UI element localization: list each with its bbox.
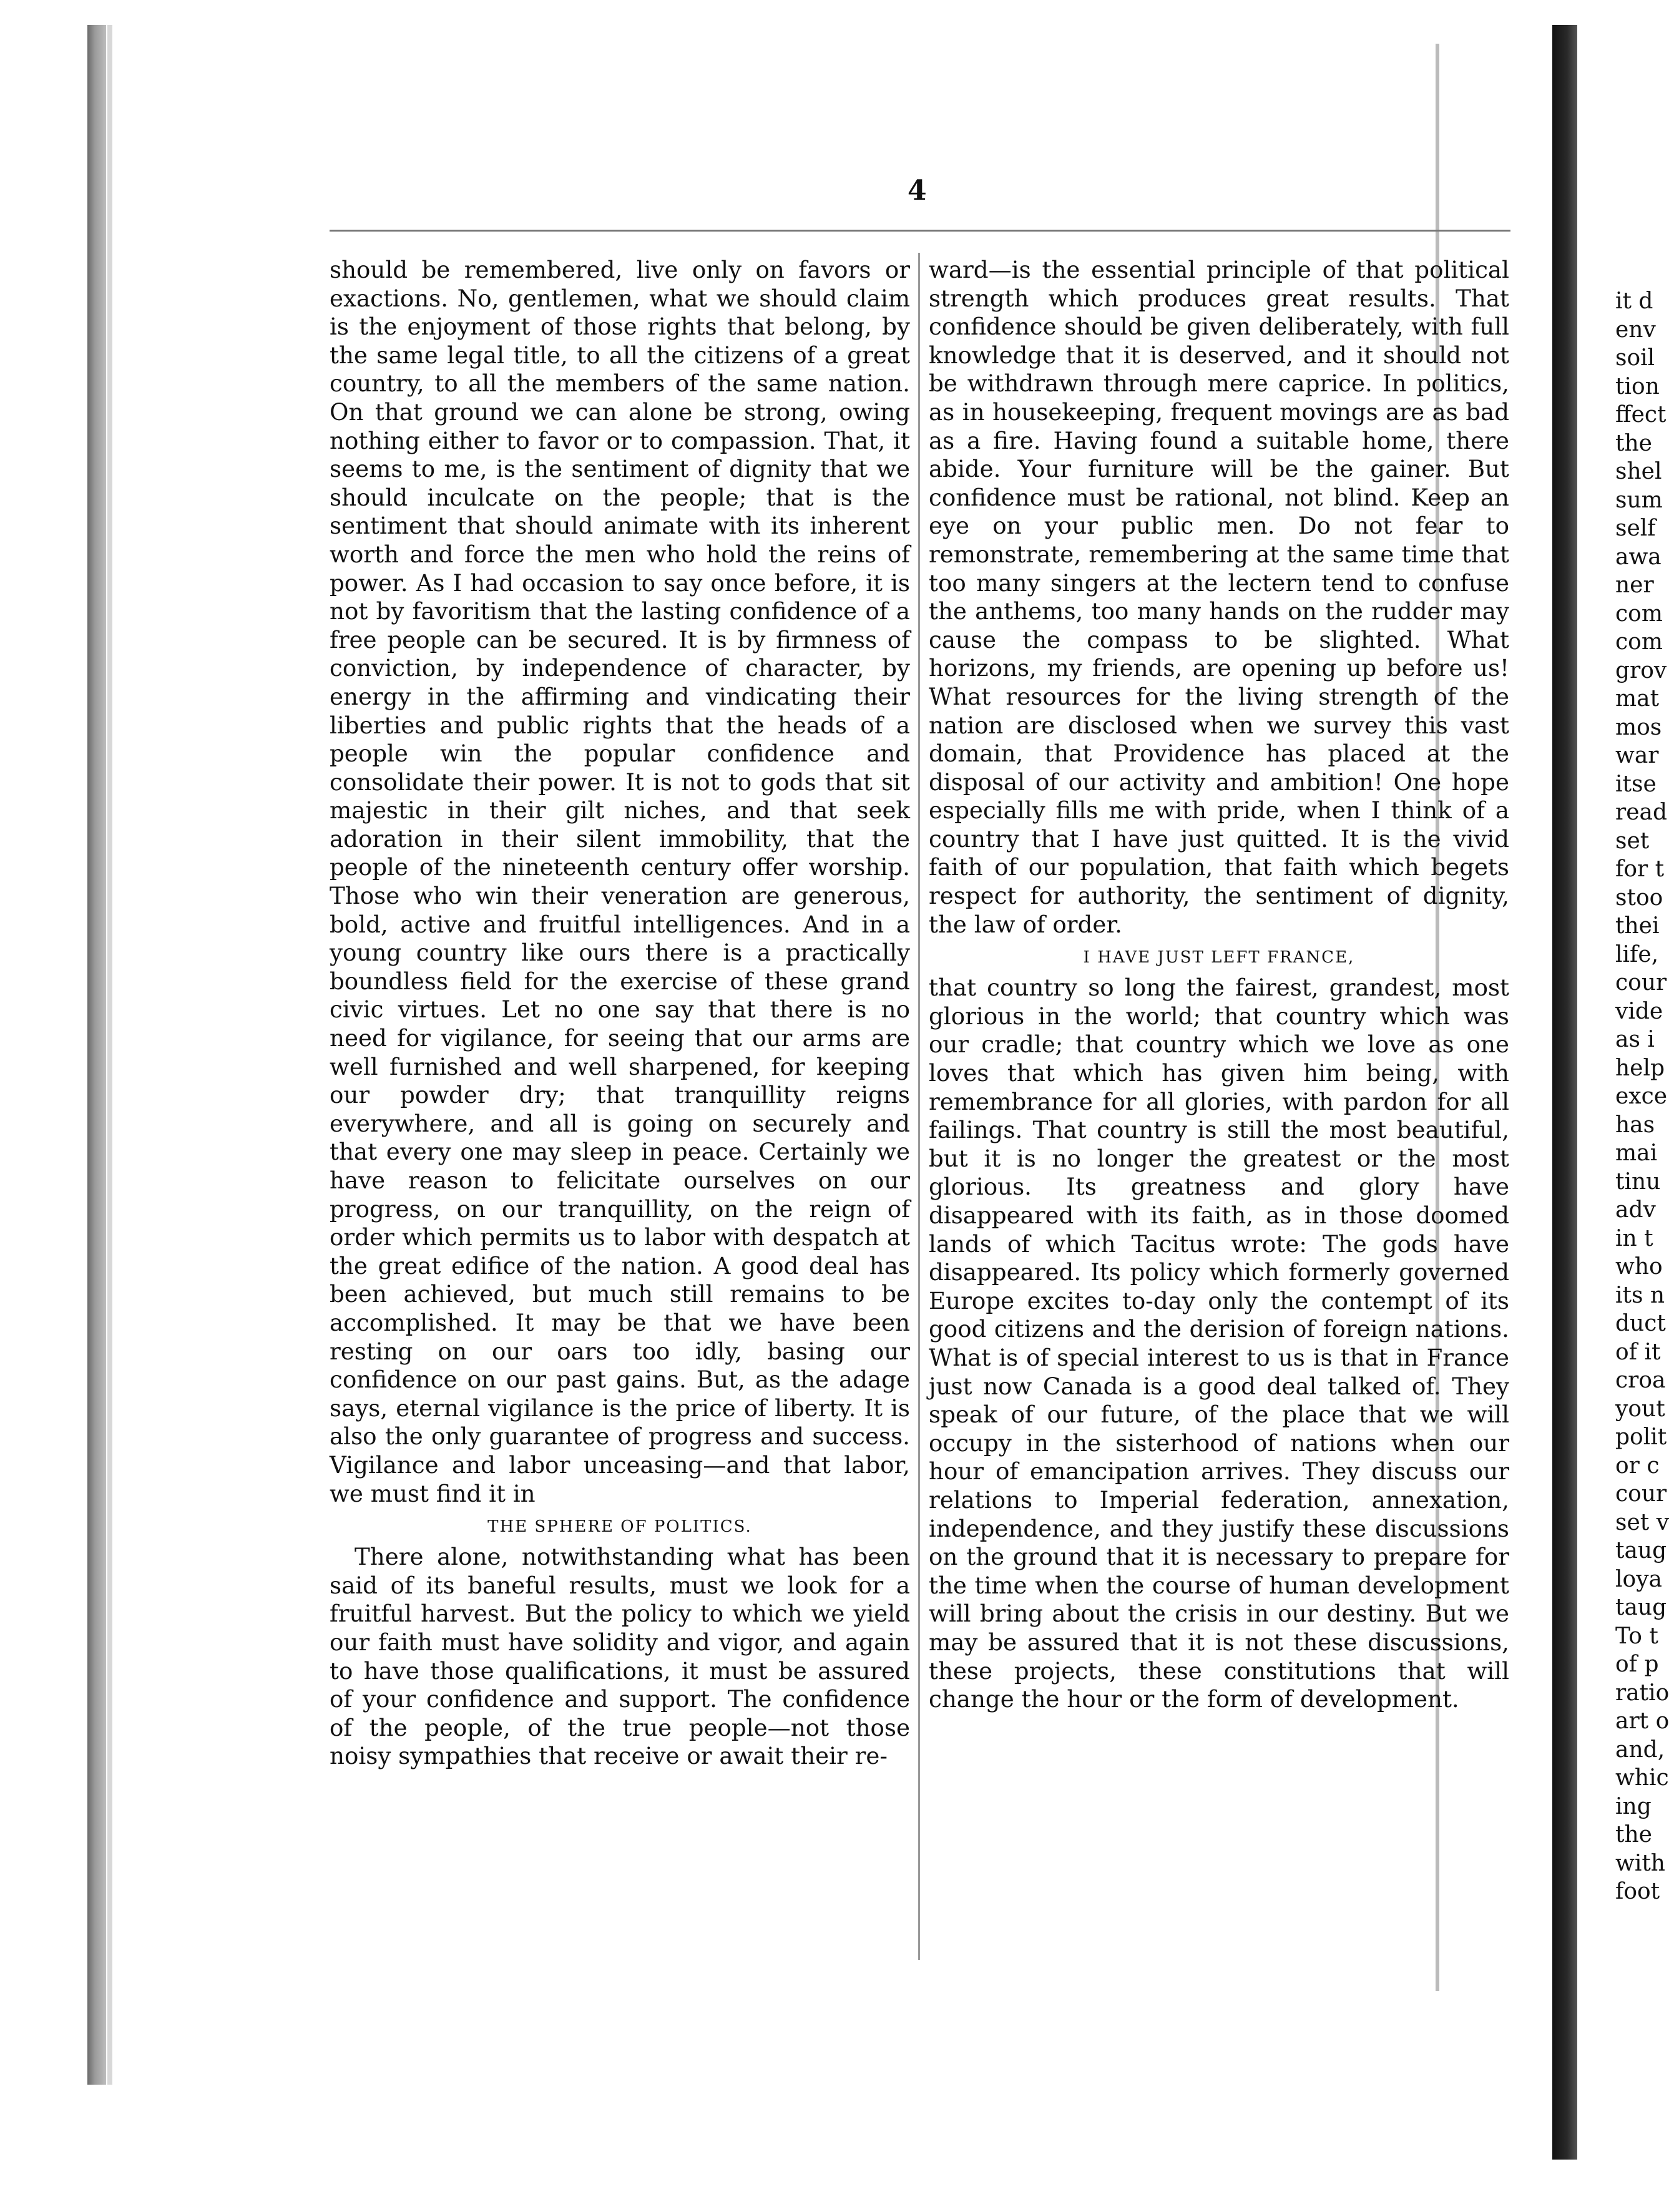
next-page-fragment-line: mai bbox=[1615, 1140, 1658, 1166]
next-page-fragment-line: in t bbox=[1615, 1225, 1653, 1251]
next-page-fragment-line: of p bbox=[1615, 1652, 1659, 1677]
next-page-fragment-line: ffect bbox=[1615, 402, 1667, 428]
next-page-fragments bbox=[1615, 287, 1669, 1906]
next-page-fragment-line: tinu bbox=[1615, 1168, 1661, 1195]
next-page-fragment-line: exce bbox=[1615, 1084, 1668, 1109]
column-divider bbox=[918, 253, 920, 1960]
next-page-fragment-line: life, bbox=[1615, 941, 1659, 967]
next-page-fragment-line: mat bbox=[1615, 686, 1660, 712]
next-page-fragment-line: vide bbox=[1615, 998, 1663, 1024]
next-page-fragment-line: tion bbox=[1615, 373, 1660, 399]
left-paragraph-1: should be remembered, live only on favors or exactions. No, gentlemen, what we should claim is the enjoyment of those rights that belong, by the same legal title, to all the citizens of a great country, to all the members of the same nation. On that ground we can alone be strong, owing nothing either to favor or to compassion. That, it seems to me, is the sentiment of dignity that we should inculcate on the people; that is the sentiment that should animate with its inherent worth and force the men who hold the reins of power. As I had occasion to say once before, it is not by favoritism that the lasting confidence of a free people can be secured. It is by firmness of conviction, by independence of character, by energy in the affirming and vindicating their liberties and public rights that the heads of a people win the popular confidence and consolidate their power. It is not to gods that sit majestic in their gilt niches, and that seek adoration in their silent immobility, that the people of the nineteenth century offer worship. Those who win their veneration are generous, bold, active and fruitful intelligences. And in a young country like ours there is a practically boundless field for the exercise of these grand civic virtues. Let no one say that there is no need for vigilance, for seeing that our arms are well furnished and well sharpened, for keeping our powder dry; that tranquillity reigns everywhere, and all is going on securely and that every one may sleep in peace. Certainly we have reason to felicitate ourselves on our progress, on our tranquillity, on the reign of order which permits us to labor with despatch at the great edifice of the nation. A good deal has been achieved, but much still remains to be accomplished. It may be that we have been resting on our oars too idly, basing our confidence on our past gains. But, as the adage says, eternal vigilance is the price of liberty. It is also the only guarantee of progress and success. Vigilance and labor unceasing—and that labor, we must find it in bbox=[330, 256, 910, 1507]
next-page-fragment-line: or c bbox=[1615, 1452, 1660, 1479]
next-page-fragment-line: who bbox=[1615, 1254, 1663, 1280]
right-subheading: I HAVE JUST LEFT FRANCE, bbox=[1083, 948, 1355, 967]
next-page-fragment-line: self bbox=[1615, 516, 1656, 541]
next-page-fragment-line: sum bbox=[1615, 487, 1663, 513]
next-page-fragment-line: com bbox=[1615, 629, 1663, 655]
next-page-fragment-line: the bbox=[1615, 1822, 1652, 1847]
next-page-fragment-line: set v bbox=[1615, 1509, 1669, 1535]
next-page-fragment-line: ner bbox=[1615, 572, 1654, 598]
next-page-fragment-line: polit bbox=[1615, 1424, 1667, 1450]
left-subheading: THE SPHERE OF POLITICS. bbox=[487, 1517, 752, 1537]
header-rule bbox=[330, 230, 1510, 232]
next-page-fragment-line: with bbox=[1615, 1850, 1665, 1876]
next-page-fragment-line: war bbox=[1615, 743, 1659, 768]
next-page-fragment-line: cour bbox=[1615, 1481, 1667, 1507]
next-page-fragment-line: awa bbox=[1615, 544, 1662, 570]
next-page-fragment-line: To t bbox=[1615, 1623, 1658, 1649]
next-page-fragment-line: itse bbox=[1615, 771, 1657, 797]
next-page-fragment-line: the bbox=[1615, 430, 1652, 456]
next-page-fragment-line: it d bbox=[1615, 288, 1653, 314]
right-binding-gutter bbox=[1552, 25, 1577, 2160]
right-paragraph-1: ward—is the essential principle of that political strength which produces great results. That confidence should be given deliberately, with full knowledge that it is deserved, and it should not be withdrawn through mere caprice. In politics, as in housekeeping, frequent movings are as bad as a fire. Having found a suitable home, there abide. Your furniture will be the gainer. But confidence must be rational, not blind. Keep an eye on your public men. Do not fear to remonstrate, remembering at the same time that too many singers at the lectern tend to confuse the anthems, too many hands on the rudder may cause the compass to be slighted. What horizons, my friends, are opening up before us! What resources for the living strength of the nation are disclosed when we survey this vast domain, that Providence has placed at the disposal of our activity and ambition! One hope especially fills me with pride, when I think of a country that I have just quitted. It is the vivid faith of our population, that faith which begets respect for authority, the sentiment of dignity, the law of order. bbox=[929, 256, 1509, 938]
next-page-fragment-line: croa bbox=[1615, 1368, 1666, 1393]
next-page-fragment-line: ing bbox=[1615, 1793, 1652, 1819]
left-paragraph-2: There alone, notwithstanding what has been said of its baneful results, must we look for a fruitful harvest. But the policy to which we yield our faith must have solidity and vigor, and again to have those qualifications, it must be assured of your confidence and support. The confidence of the people, of the true people—not those noisy sympathies that receive or await their re- bbox=[330, 1543, 910, 1770]
next-page-fragment-line: foot bbox=[1615, 1879, 1660, 1904]
next-page-fragment-line: whic bbox=[1615, 1765, 1669, 1791]
left-binding-edge bbox=[107, 25, 112, 2085]
next-page-fragment-line: read bbox=[1615, 800, 1668, 825]
next-page-fragment-line: stoo bbox=[1615, 884, 1663, 911]
next-page-fragment-line: taug bbox=[1615, 1538, 1667, 1564]
next-page-fragment-line: loya bbox=[1615, 1566, 1662, 1592]
left-binding-shadow bbox=[87, 25, 106, 2085]
next-page-fragment-line: set bbox=[1615, 828, 1650, 854]
next-page-fragment-line: mos bbox=[1615, 714, 1662, 740]
next-page-fragment-line: soil bbox=[1615, 345, 1655, 371]
right-paragraph-2: that country so long the fairest, grandest, most glorious in the world; that country which was our cradle; that country which we love as one loves that which has given him being, with remembrance for all glories, with pardon for all failings. That country is still the most beautiful, but it is no longer the greatest or the most glorious. Its greatness and glory have disappeared with its faith, as in those doomed lands of which Tacitus wrote: The gods have disappeared. Its policy which formerly governed Europe excites to-day only the contempt of its good citizens and the derision of foreign nations. What is of special interest to us is that in France just now Canada is a good deal talked of. They speak of our future, of the place that we will occupy in the sisterhood of nations when our hour of emancipation arrives. They discuss our relations to Imperial federation, annexation, independence, and they justify these discussions on the ground that it is necessary to prepare for the time when the course of human development will bring about the crisis in our destiny. But we may be assured that it is not these discussions, these projects, these constitutions that will change the hour or the form of development. bbox=[929, 974, 1509, 1713]
next-page-fragment-line: env bbox=[1615, 316, 1656, 343]
next-page-fragment-line: help bbox=[1615, 1055, 1665, 1081]
next-page-fragment-line: for t bbox=[1615, 856, 1665, 882]
next-page-fragment-line: duct bbox=[1615, 1311, 1666, 1336]
next-page-fragment-line: of it bbox=[1615, 1339, 1661, 1365]
next-page-fragment-line: thei bbox=[1615, 913, 1660, 939]
next-page-fragment-line: com bbox=[1615, 600, 1663, 627]
next-page-fragment-line: and, bbox=[1615, 1736, 1665, 1763]
page-number: 4 bbox=[908, 175, 927, 207]
next-page-fragment-line: shel bbox=[1615, 459, 1662, 484]
right-column bbox=[929, 256, 1509, 1714]
next-page-fragment-line: has bbox=[1615, 1112, 1655, 1138]
next-page-fragment-line: art o bbox=[1615, 1708, 1669, 1734]
next-page-fragment-line: adv bbox=[1615, 1197, 1656, 1223]
next-page-fragment-line: yout bbox=[1615, 1396, 1665, 1422]
next-page-fragment-line: cour bbox=[1615, 970, 1667, 996]
next-page-fragment-line: taug bbox=[1615, 1595, 1667, 1620]
left-column bbox=[330, 256, 910, 1771]
next-page-fragment-line: its n bbox=[1615, 1282, 1665, 1308]
next-page-fragment-line: grov bbox=[1615, 657, 1667, 683]
next-page-fragment-line: as i bbox=[1615, 1027, 1655, 1052]
next-page-fragment-line: ratio bbox=[1615, 1680, 1669, 1706]
